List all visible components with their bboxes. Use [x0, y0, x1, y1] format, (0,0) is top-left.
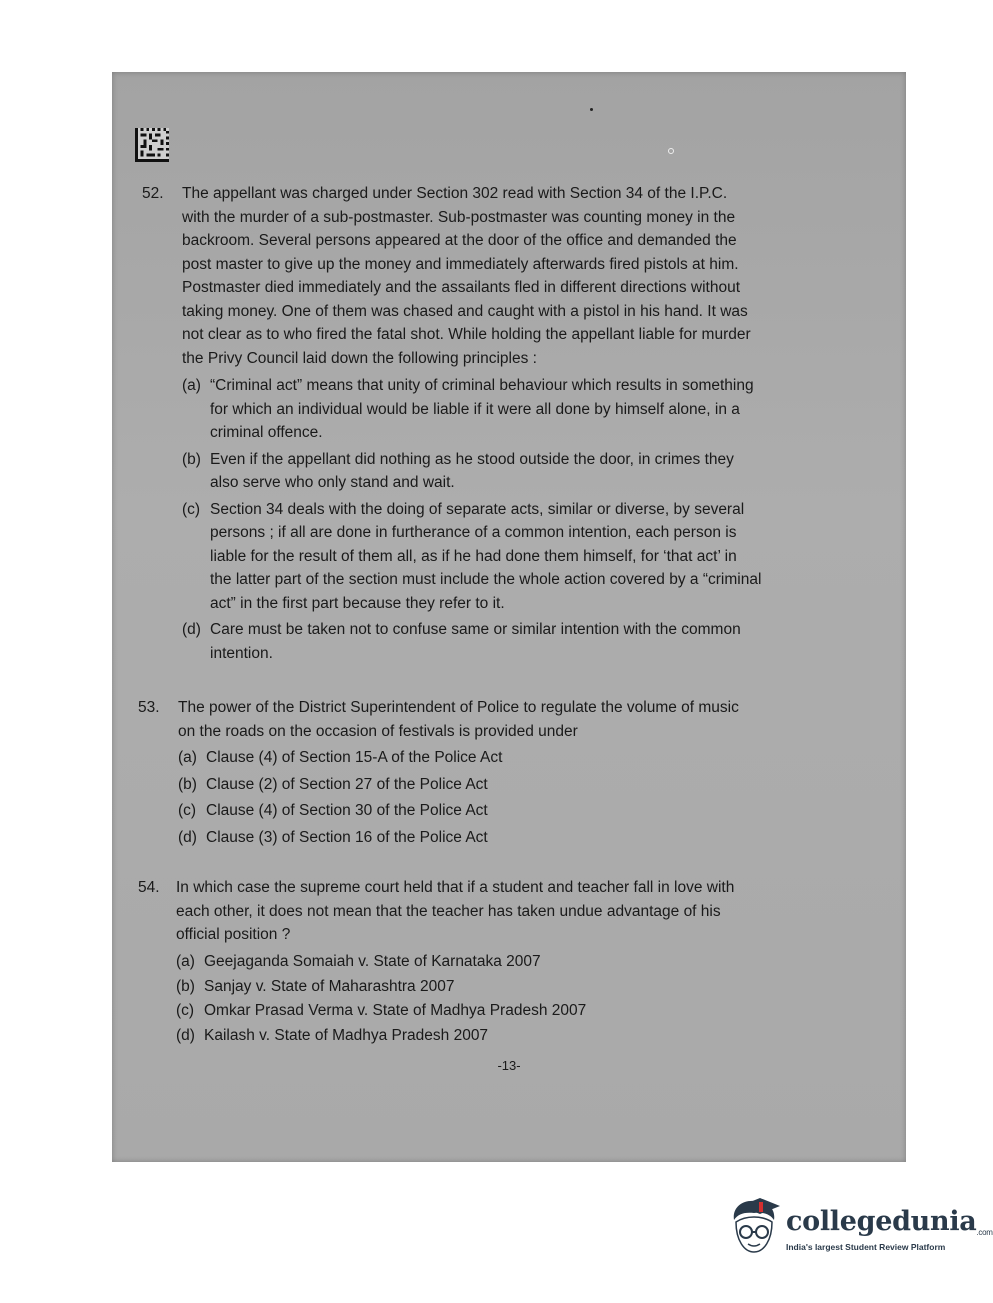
question-stem [182, 182, 751, 370]
option-c [182, 498, 802, 616]
question-54 [138, 876, 868, 1056]
option-label: (b) [182, 450, 201, 468]
option-line: Omkar Prasad Verma v. State of Madhya Pradesh 2007 [204, 1002, 587, 1019]
stem-line: taking money. One of them was chased and caught with a pistol in his hand. It was [182, 302, 748, 320]
logo-name-text: collegedunia [786, 1206, 977, 1237]
stem-line: on the roads on the occasion of festivals is provided under [178, 722, 578, 740]
logo-suffix: .com [976, 1228, 993, 1237]
option-d [176, 1024, 796, 1048]
option-label: (b) [178, 775, 197, 793]
option-label: (a) [176, 953, 195, 970]
stem-line: each other, it does not mean that the teacher has taken undue advantage of his [176, 902, 721, 920]
stem-line: not clear as to who fired the fatal shot. While holding the appellant liable for murder [182, 326, 751, 343]
scan-speck [590, 108, 593, 111]
option-line: Care must be taken not to confuse same or similar intention with the common [210, 621, 741, 638]
option-line: Sanjay v. State of Maharashtra 2007 [204, 977, 455, 995]
question-number: 54. [138, 879, 160, 896]
option-label: (c) [176, 1002, 195, 1019]
option-line: Clause (2) of Section 27 of the Police Act [206, 775, 488, 793]
option-line: “Criminal act” means that unity of criminal behaviour which results in something [210, 377, 754, 394]
option-label: (a) [182, 377, 201, 394]
option-b [178, 773, 798, 797]
question-stem [176, 876, 734, 947]
option-a [176, 950, 796, 974]
scan-speck [668, 148, 674, 154]
options-list [178, 746, 798, 849]
question-stem [178, 696, 739, 743]
option-b [182, 448, 802, 495]
option-label: (d) [178, 828, 197, 846]
stem-line: The appellant was charged under Section 302 read with Section 34 of the I.P.C. [182, 185, 728, 202]
option-line: act” in the first part because they refer to it. [210, 594, 505, 612]
option-label: (a) [178, 749, 197, 766]
stem-line: official position ? [176, 926, 291, 943]
option-label: (d) [176, 1026, 195, 1044]
question-53 [138, 696, 868, 856]
option-line: Geejaganda Somaiah v. State of Karnataka 2007 [204, 953, 541, 970]
question-number: 53. [138, 699, 160, 716]
question-number: 52. [142, 185, 164, 202]
datamatrix-code-icon [134, 128, 170, 162]
option-line: Clause (4) of Section 15-A of the Police Act [206, 749, 503, 766]
student-mascot-icon [726, 1196, 782, 1258]
stem-line: backroom. Several persons appeared at the door of the office and demanded the [182, 232, 737, 249]
logo-tagline: India's largest Student Review Platform [786, 1242, 946, 1252]
option-line: Clause (4) of Section 30 of the Police Act [206, 802, 488, 819]
option-label: (c) [182, 500, 201, 518]
logo-wordmark [786, 1206, 993, 1237]
option-line: Clause (3) of Section 16 of the Police Act [206, 828, 488, 846]
stem-line: Postmaster died immediately and the assailants fled in different directions without [182, 279, 741, 296]
option-line: intention. [210, 644, 273, 662]
stem-line: post master to give up the money and immediately afterwards fired pistols at him. [182, 255, 739, 273]
option-a [182, 374, 802, 445]
option-c [178, 799, 798, 823]
options-list [182, 374, 802, 665]
option-d [178, 826, 798, 850]
option-label: (c) [178, 802, 197, 819]
option-line: the latter part of the section must include the whole action covered by a “criminal [210, 571, 762, 588]
page-number: -13- [497, 1058, 521, 1073]
option-c [176, 999, 796, 1023]
option-a [178, 746, 798, 770]
option-line: Kailash v. State of Madhya Pradesh 2007 [204, 1026, 489, 1044]
option-label: (d) [182, 621, 201, 638]
stem-line: the Privy Council laid down the following principles : [182, 349, 537, 367]
scanned-page [112, 72, 906, 1162]
option-line: liable for the result of them all, as if he had done them himself, for ‘that act’ in [210, 547, 737, 565]
collegedunia-logo [726, 1196, 993, 1262]
option-line: Even if the appellant did nothing as he stood outside the door, in crimes they [210, 450, 734, 468]
stem-line: with the murder of a sub-postmaster. Sub-postmaster was counting money in the [182, 208, 736, 226]
stem-line: The power of the District Superintendent of Police to regulate the volume of music [178, 699, 739, 716]
option-line: criminal offence. [210, 424, 323, 441]
option-line: Section 34 deals with the doing of separate acts, similar or diverse, by several [210, 500, 745, 518]
options-list [176, 950, 796, 1047]
stem-line: In which case the supreme court held that if a student and teacher fall in love with [176, 879, 735, 896]
option-line: persons ; if all are done in furtherance of a common intention, each person is [210, 524, 737, 541]
option-b [176, 975, 796, 999]
question-52 [142, 182, 872, 672]
option-line: also serve who only stand and wait. [210, 474, 455, 491]
option-d [182, 618, 802, 665]
option-label: (b) [176, 977, 195, 995]
option-line: for which an individual would be liable if it were all done by himself alone, in a [210, 400, 740, 418]
